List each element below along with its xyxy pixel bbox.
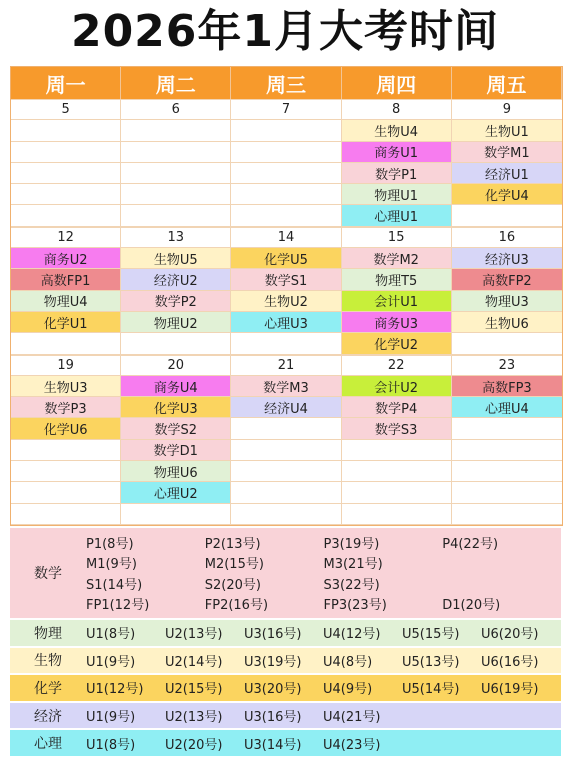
unit-exam-item: U3(20号)	[244, 682, 302, 698]
calendar-date: 16	[452, 227, 562, 248]
exam-reference-table	[10, 528, 561, 758]
subject-label: 物理	[34, 625, 62, 642]
unit-exam-item: U3(19号)	[244, 654, 302, 670]
empty-cell	[231, 418, 341, 439]
exam-cell: 会计U2	[342, 376, 452, 397]
unit-exam-item: U2(13号)	[165, 710, 223, 726]
math-exam-item: D1(20号)	[442, 598, 501, 614]
unit-exam-item: U3(16号)	[244, 710, 302, 726]
empty-cell	[121, 142, 231, 163]
unit-exam-item: U1(8号)	[86, 737, 136, 753]
unit-exam-item: U1(12号)	[86, 682, 144, 698]
calendar-date: 22	[342, 355, 452, 376]
unit-list	[86, 651, 561, 670]
calendar-date: 6	[121, 99, 231, 120]
exam-cell: 心理U3	[231, 312, 341, 333]
empty-cell	[231, 333, 341, 354]
empty-cell	[11, 120, 121, 141]
unit-list	[86, 678, 561, 697]
exam-cell: 经济U1	[452, 163, 562, 184]
empty-cell	[231, 440, 341, 461]
exam-cell: 数学M3	[231, 376, 341, 397]
exam-cell: 物理U6	[121, 461, 231, 482]
math-exam-item: FP2(16号)	[204, 598, 269, 614]
unit-exam-item: U2(13号)	[165, 627, 223, 643]
unit-exam-item: U6(20号)	[481, 627, 539, 643]
unit-exam-item: U4(12号)	[323, 627, 381, 643]
empty-cell	[231, 482, 341, 503]
unit-exam-item: U4(9号)	[323, 682, 373, 698]
calendar-date: 8	[342, 99, 452, 120]
calendar-date: 15	[342, 227, 452, 248]
exam-cell: 数学S3	[342, 418, 452, 439]
exam-cell: 高数FP3	[452, 376, 562, 397]
exam-cell: 高数FP2	[452, 269, 562, 290]
subject-reference-row	[10, 703, 561, 731]
empty-cell	[452, 205, 562, 226]
calendar-date: 13	[121, 227, 231, 248]
empty-cell	[452, 418, 562, 439]
empty-cell	[231, 120, 341, 141]
exam-cell: 物理U4	[11, 291, 121, 312]
exam-cell: 生物U3	[11, 376, 121, 397]
exam-cell: 化学U3	[121, 397, 231, 418]
empty-cell	[11, 461, 121, 482]
empty-cell	[452, 461, 562, 482]
exam-cell: 商务U4	[121, 376, 231, 397]
exam-cell: 生物U1	[452, 120, 562, 141]
empty-cell	[11, 504, 121, 525]
exam-cell: 化学U5	[231, 248, 341, 269]
exam-cell: 心理U1	[342, 205, 452, 226]
calendar-date: 19	[11, 355, 121, 376]
empty-cell	[231, 163, 341, 184]
math-exam-item: M2(15号)	[204, 557, 264, 573]
math-exam-item	[442, 573, 561, 594]
empty-cell	[121, 504, 231, 525]
unit-exam-item: U5(13号)	[402, 654, 460, 670]
empty-cell	[121, 184, 231, 205]
math-exam-item: S2(20号)	[204, 577, 261, 593]
exam-cell: 商务U1	[342, 142, 452, 163]
exam-cell: 数学P4	[342, 397, 452, 418]
exam-cell: 商务U3	[342, 312, 452, 333]
empty-cell	[342, 482, 452, 503]
exam-cell: 生物U4	[342, 120, 452, 141]
math-exam-item: P1(8号)	[86, 536, 134, 552]
empty-cell	[11, 142, 121, 163]
unit-exam-item: U5(14号)	[402, 682, 460, 698]
empty-cell	[121, 205, 231, 226]
exam-cell: 生物U5	[121, 248, 231, 269]
exam-cell: 数学P3	[11, 397, 121, 418]
subject-label: 化学	[34, 680, 62, 697]
unit-exam-item: U5(15号)	[402, 627, 460, 643]
exam-cell: 经济U4	[231, 397, 341, 418]
exam-cell: 生物U2	[231, 291, 341, 312]
exam-cell: 化学U2	[342, 333, 452, 354]
exam-calendar	[10, 66, 563, 526]
calendar-date: 7	[231, 99, 341, 120]
exam-cell: 会计U1	[342, 291, 452, 312]
exam-cell: 心理U2	[121, 482, 231, 503]
weekday-header: 周三	[231, 67, 341, 99]
exam-cell: 商务U2	[11, 248, 121, 269]
subject-reference-row	[10, 620, 561, 648]
unit-exam-item: U6(19号)	[481, 682, 539, 698]
calendar-date: 9	[452, 99, 562, 120]
exam-cell: 化学U6	[11, 418, 121, 439]
math-label: 数学	[34, 566, 62, 582]
calendar-date: 21	[231, 355, 341, 376]
empty-cell	[11, 440, 121, 461]
empty-cell	[342, 440, 452, 461]
exam-cell: 数学S2	[121, 418, 231, 439]
empty-cell	[231, 184, 341, 205]
exam-cell: 经济U2	[121, 269, 231, 290]
exam-cell: 经济U3	[452, 248, 562, 269]
empty-cell	[11, 205, 121, 226]
subject-label: 生物	[34, 653, 62, 670]
empty-cell	[452, 440, 562, 461]
exam-cell: 生物U6	[452, 312, 562, 333]
unit-exam-item: U3(16号)	[244, 627, 302, 643]
calendar-date: 20	[121, 355, 231, 376]
math-exam-list	[86, 528, 561, 618]
unit-list	[86, 734, 561, 753]
empty-cell	[231, 142, 341, 163]
subject-reference-row	[10, 675, 561, 703]
empty-cell	[231, 461, 341, 482]
calendar-date: 23	[452, 355, 562, 376]
unit-exam-item: U1(9号)	[86, 710, 136, 726]
unit-exam-item: U2(20号)	[165, 737, 223, 753]
weekday-header: 周二	[121, 67, 231, 99]
unit-list	[86, 706, 561, 725]
unit-exam-item: U1(9号)	[86, 654, 136, 670]
empty-cell	[342, 461, 452, 482]
unit-exam-item: U4(21号)	[323, 710, 381, 726]
empty-cell	[231, 205, 341, 226]
empty-cell	[121, 333, 231, 354]
math-exam-item: FP1(12号)	[86, 598, 150, 614]
subject-label: 心理	[34, 736, 62, 753]
weekday-header: 周四	[342, 67, 452, 99]
empty-cell	[452, 333, 562, 354]
calendar-date: 5	[11, 99, 121, 120]
unit-exam-item: U6(16号)	[481, 654, 539, 670]
exam-cell: 数学D1	[121, 440, 231, 461]
empty-cell	[452, 482, 562, 503]
unit-exam-item: U4(23号)	[323, 737, 381, 753]
exam-cell: 物理T5	[342, 269, 452, 290]
exam-cell: 数学S1	[231, 269, 341, 290]
exam-cell: 心理U4	[452, 397, 562, 418]
empty-cell	[231, 504, 341, 525]
exam-cell: 高数FP1	[11, 269, 121, 290]
math-exam-item: S1(14号)	[86, 577, 143, 593]
empty-cell	[11, 163, 121, 184]
math-exam-item: S3(22号)	[323, 577, 380, 593]
exam-cell: 物理U2	[121, 312, 231, 333]
math-exam-item: P2(13号)	[204, 536, 261, 552]
unit-exam-item: U4(8号)	[323, 654, 373, 670]
exam-cell: 数学P1	[342, 163, 452, 184]
math-exam-item: M1(9号)	[86, 557, 137, 573]
empty-cell	[11, 333, 121, 354]
calendar-date: 14	[231, 227, 341, 248]
subject-reference-row	[10, 730, 561, 758]
empty-cell	[121, 120, 231, 141]
empty-cell	[11, 482, 121, 503]
math-exam-item: P4(22号)	[442, 536, 499, 552]
unit-exam-item: U2(15号)	[165, 682, 223, 698]
unit-exam-item: U2(14号)	[165, 654, 223, 670]
exam-cell: 数学P2	[121, 291, 231, 312]
unit-exam-item: U1(8号)	[86, 627, 136, 643]
exam-cell: 物理U1	[342, 184, 452, 205]
empty-cell	[121, 163, 231, 184]
calendar-date: 12	[11, 227, 121, 248]
subject-reference-row	[10, 648, 561, 676]
empty-cell	[342, 504, 452, 525]
exam-cell: 数学M2	[342, 248, 452, 269]
empty-cell	[452, 504, 562, 525]
math-exam-item	[442, 553, 561, 574]
weekday-header: 周一	[11, 67, 121, 99]
exam-cell: 物理U3	[452, 291, 562, 312]
empty-cell	[11, 184, 121, 205]
weekday-header: 周五	[452, 67, 562, 99]
math-exam-item: M3(21号)	[323, 557, 383, 573]
subject-label: 经济	[34, 708, 62, 725]
exam-cell: 数学M1	[452, 142, 562, 163]
unit-list	[86, 623, 561, 642]
exam-cell: 化学U4	[452, 184, 562, 205]
page-title: 2026年1月大考时间	[70, 6, 500, 57]
exam-cell: 化学U1	[11, 312, 121, 333]
math-reference-row	[10, 528, 561, 620]
unit-exam-item: U3(14号)	[244, 737, 302, 753]
math-exam-item: P3(19号)	[323, 536, 380, 552]
math-exam-item: FP3(23号)	[323, 598, 387, 614]
